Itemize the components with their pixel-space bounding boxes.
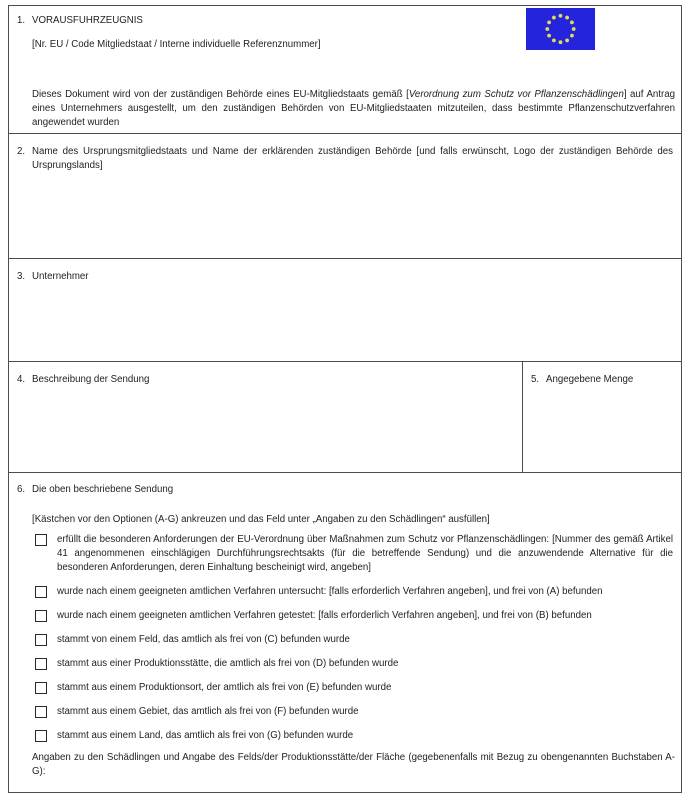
option-3-label: wurde nach einem geeigneten amtlichen Verfahren getestet: [falls erforderlich Verfahren angeben], und frei von (B) befunden <box>57 610 592 621</box>
checkbox-option-6[interactable] <box>35 682 47 694</box>
section-2-label: Name des Ursprungsmitgliedstaats und Name der erklärenden zuständigen Behörde [und falls erwünscht, Logo der zuständigen Behörde des Ursprungslands] <box>32 146 673 171</box>
option-row-production-site-d <box>35 657 673 671</box>
section-4-header <box>9 373 522 387</box>
reference-number-placeholder: [Nr. EU / Code Mitgliedstaat / Interne individuelle Referenznummer] <box>32 39 321 50</box>
description-post: ] auf Antrag eines Unternehmers ausgestellt, um den zuständigen Behörden von EU-Mitgliedstaaten mitzuteilen, dass bestimmte Pflanzenschutzverfahren angewendet wurden <box>32 89 675 128</box>
section-1-title-box <box>9 6 681 134</box>
checkbox-option-2[interactable] <box>35 586 47 598</box>
checkbox-option-3[interactable] <box>35 610 47 622</box>
option-row-country-g <box>35 729 673 743</box>
checkbox-option-8[interactable] <box>35 730 47 742</box>
option-row-field-c <box>35 633 673 647</box>
checkbox-option-4[interactable] <box>35 634 47 646</box>
eu-flag-icon <box>526 8 595 50</box>
option-1-label: erfüllt die besonderen Anforderungen der EU-Verordnung über Maßnahmen zum Schutz vor Pflanzenschädlingen: [Nummer des gemäß Artikel 41 angenommenen einschlägigen Durchführungsrechtsakts (für die betreffende Sendung) und die anzuwendende Alternative für die besonderen Anforderungen, deren Einhaltung bescheinigt wird, angeben] <box>57 534 673 573</box>
option-5-label: stammt aus einer Produktionsstätte, die amtlich als frei von (D) befunden wurde <box>57 658 399 669</box>
checkbox-option-7[interactable] <box>35 706 47 718</box>
section-5-header <box>523 373 681 387</box>
option-row-area-f <box>35 705 673 719</box>
section-3-number: 3. <box>17 271 26 282</box>
option-2-label: wurde nach einem geeigneten amtlichen Verfahren untersucht: [falls erforderlich Verfahren angeben], und frei von (A) befunden <box>57 586 603 597</box>
section-6-number: 6. <box>17 484 26 495</box>
certificate-description <box>32 88 675 130</box>
section-3-header <box>9 270 681 284</box>
section-2-number: 2. <box>17 146 26 157</box>
option-8-label: stammt aus einem Land, das amtlich als frei von (G) befunden wurde <box>57 730 354 741</box>
section-6-label: Die oben beschriebene Sendung <box>32 484 174 495</box>
option-4-label: stammt von einem Feld, das amtlich als frei von (C) befunden wurde <box>57 634 350 645</box>
description-pre: Dieses Dokument wird von der zuständigen Behörde eines EU-Mitgliedstaats gemäß [ <box>32 89 409 100</box>
certificate-form-table <box>8 5 682 793</box>
section-2-header <box>9 145 681 173</box>
section-2-origin-box <box>9 134 681 259</box>
checkbox-instruction: [Kästchen vor den Optionen (A-G) ankreuzen und das Feld unter „Angaben zu den Schädlingen“ ausfüllen] <box>32 514 490 525</box>
section-3-label: Unternehmer <box>32 271 89 282</box>
option-6-label: stammt aus einem Produktionsort, der amtlich als frei von (E) befunden wurde <box>57 682 392 693</box>
section-5-number: 5. <box>531 374 540 385</box>
section-5-label: Angegebene Menge <box>546 374 634 385</box>
section-4-consignment-box <box>9 362 523 472</box>
checkbox-option-1[interactable] <box>35 534 47 546</box>
option-row-special-requirements <box>35 533 673 575</box>
certificate-title: VORAUSFUHRZEUGNIS <box>32 15 143 26</box>
section-6-header <box>9 483 681 497</box>
section-1-number: 1. <box>17 15 26 26</box>
checkbox-option-5[interactable] <box>35 658 47 670</box>
section-3-operator-box <box>9 259 681 362</box>
section-5-quantity-box <box>523 362 681 472</box>
option-row-production-place-e <box>35 681 673 695</box>
section-4-5-row <box>9 362 681 473</box>
section-6-statements-box <box>9 473 681 792</box>
section-4-number: 4. <box>17 374 26 385</box>
option-row-inspected-a <box>35 585 673 599</box>
section-4-label: Beschreibung der Sendung <box>32 374 150 385</box>
pest-details-label: Angaben zu den Schädlingen und Angabe des Felds/der Produktionsstätte/der Fläche (gegebenenfalls mit Bezug zu obengenannten Buchstaben A-G): <box>32 752 675 777</box>
option-7-label: stammt aus einem Gebiet, das amtlich als frei von (F) befunden wurde <box>57 706 359 717</box>
description-regulation-italic: Verordnung zum Schutz vor Pflanzenschädlingen <box>408 89 624 100</box>
option-row-tested-b <box>35 609 673 623</box>
